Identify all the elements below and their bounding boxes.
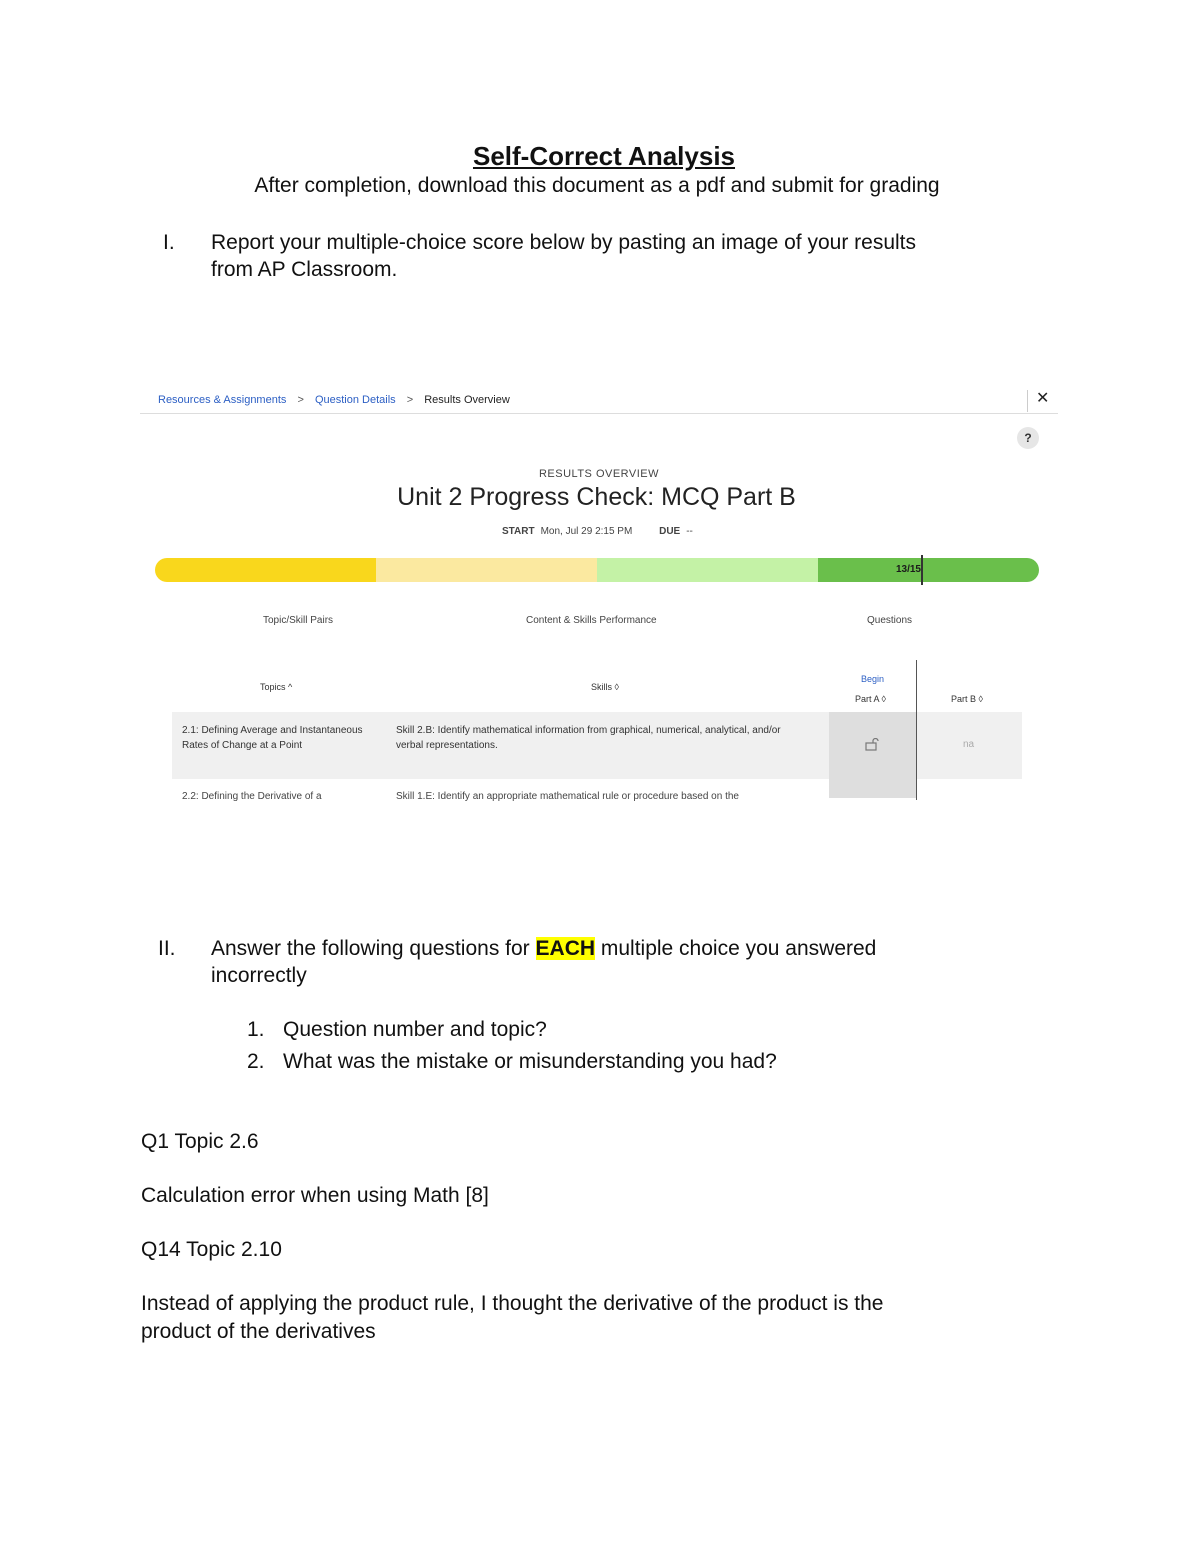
- section-1-line-1: Report your multiple-choice score below by pasting an image of your results: [211, 231, 917, 254]
- assessment-dates: [502, 526, 693, 537]
- breadcrumb: [158, 394, 510, 406]
- highlighted-word: EACH: [535, 937, 596, 960]
- section-1: [163, 229, 1063, 285]
- column-group-performance: Content & Skills Performance: [526, 615, 657, 626]
- document-subtitle: After completion, download this document as a pdf and submit for grading: [254, 174, 940, 197]
- score-band-2: [376, 558, 597, 582]
- cut-row-topic: 2.2: Defining the Derivative of a: [182, 791, 322, 802]
- section-2-numeral: II.: [158, 937, 176, 960]
- topics-header[interactable]: Topics ^: [260, 682, 293, 692]
- results-eyebrow: RESULTS OVERVIEW: [538, 468, 660, 480]
- list-item-number: 1.: [247, 1018, 265, 1041]
- answer-mistake-1: Calculation error when using Math [8]: [141, 1184, 489, 1207]
- breadcrumb-separator: >: [297, 394, 304, 406]
- score-band-1: [155, 558, 376, 582]
- divider: [1027, 390, 1028, 412]
- section-2-line-1: [211, 935, 876, 962]
- cut-row-skill: Skill 1.E: Identify an appropriate mathematical rule or procedure based on the: [396, 791, 739, 802]
- list-item-number: 2.: [247, 1050, 265, 1073]
- start-value: Mon, Jul 29 2:15 PM: [540, 526, 633, 537]
- part-a-cell: [829, 712, 916, 798]
- column-group-questions: Questions: [867, 615, 913, 626]
- section-2-line-2: incorrectly: [211, 964, 307, 987]
- assessment-title: Unit 2 Progress Check: MCQ Part B: [397, 483, 796, 511]
- list-item-text: What was the mistake or misunderstanding you had?: [283, 1050, 777, 1073]
- breadcrumb-current: Results Overview: [424, 394, 510, 406]
- section-1-numeral: I.: [163, 231, 175, 254]
- row-skill: Skill 2.B: Identify mathematical information from graphical, numerical, analytical, and/or verbal representations.: [396, 725, 781, 751]
- part-b-value: na: [963, 739, 975, 750]
- close-icon[interactable]: ✕: [1036, 390, 1050, 407]
- header-divider: [140, 413, 1058, 414]
- score-band-3: [597, 558, 818, 582]
- start-label: START: [502, 526, 535, 537]
- breadcrumb-separator: >: [406, 394, 414, 406]
- row-topic: 2.1: Defining Average and Instantaneous Rates of Change at a Point: [182, 725, 363, 751]
- breadcrumb-question-details[interactable]: Question Details: [314, 394, 396, 406]
- list-item-text: Question number and topic?: [283, 1018, 547, 1041]
- section-1-text: [211, 229, 916, 283]
- begin-link[interactable]: Begin: [861, 674, 885, 684]
- score-marker: [921, 555, 923, 585]
- due-label: DUE: [659, 526, 681, 537]
- column-divider: [916, 660, 917, 800]
- results-screenshot: [140, 382, 1058, 807]
- section-1-line-2: from AP Classroom.: [211, 258, 398, 281]
- section-2: [158, 935, 1058, 991]
- due-value: --: [686, 526, 693, 537]
- answer-question-1: Q1 Topic 2.6: [141, 1130, 259, 1153]
- part-b-header[interactable]: Part B ◊: [951, 694, 983, 704]
- column-group-topic-skill: Topic/Skill Pairs: [263, 615, 334, 626]
- answer-mistake-2: [141, 1290, 1041, 1346]
- breadcrumb-resources[interactable]: Resources & Assignments: [158, 394, 287, 406]
- score-label: 13/15: [895, 564, 921, 575]
- answer-question-2: Q14 Topic 2.10: [141, 1238, 282, 1261]
- section-2-line-1-start: Answer the following questions for: [211, 937, 536, 960]
- document-title: Self-Correct Analysis: [472, 141, 736, 171]
- help-icon[interactable]: ?: [1017, 427, 1039, 449]
- section-2-text: [211, 935, 876, 989]
- lock-icon[interactable]: [865, 738, 879, 754]
- section-2-line-1-end: multiple choice you answered: [595, 937, 877, 960]
- part-a-header[interactable]: Part A ◊: [855, 694, 886, 704]
- answer-mistake-2-line-2: product of the derivatives: [141, 1320, 376, 1343]
- answer-mistake-2-line-1: Instead of applying the product rule, I thought the derivative of the product is the: [141, 1292, 884, 1315]
- skills-header[interactable]: Skills ◊: [591, 682, 619, 692]
